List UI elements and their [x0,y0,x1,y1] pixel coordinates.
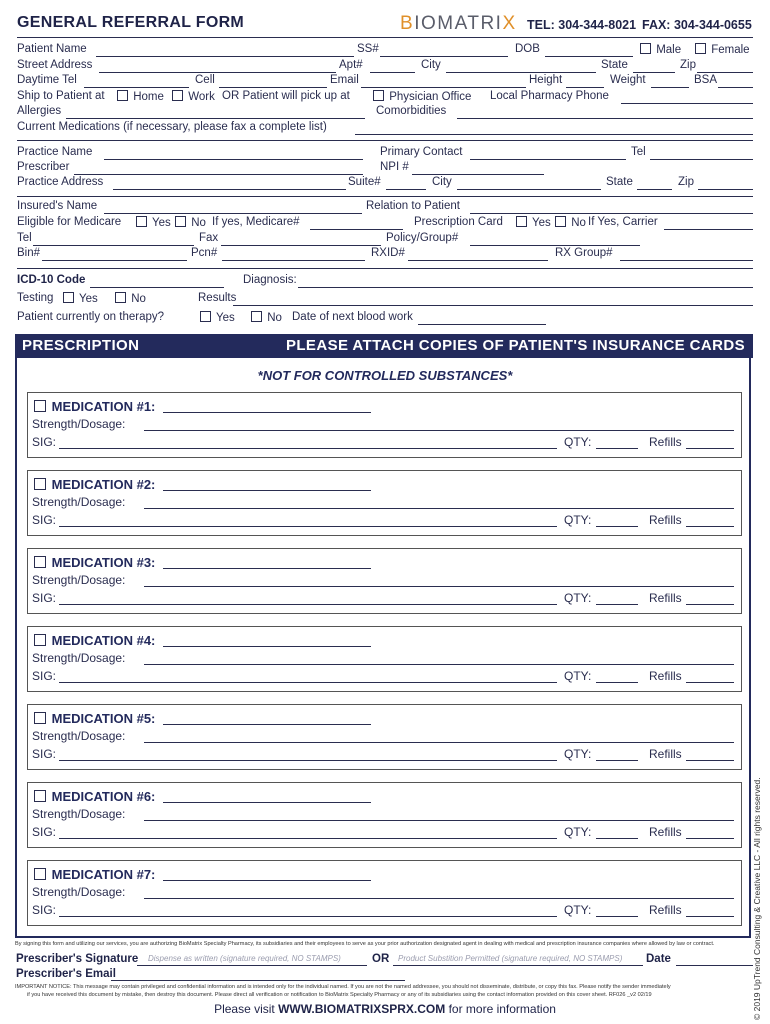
important-notice-2: if you have received this document by mistake, then destroy this document. Please direct all verification or notification to BioMatrix Specialty Pharmacy or any of its subsidiaries using the contact information provided on this cover sheet. RF026 _v2 02/19 [27,992,652,998]
practice-address-label: Practice Address [17,176,104,188]
medication-label: MEDICATION #1: [51,399,156,414]
medication-label: MEDICATION #5: [51,711,156,726]
blood-work-label: Date of next blood work [292,311,413,323]
refills-field[interactable] [686,448,734,449]
primary-contact-label: Primary Contact [380,146,463,158]
medication-label: MEDICATION #4: [51,633,156,648]
therapy-no-checkbox[interactable] [251,311,262,322]
rx-group-field[interactable] [620,260,753,261]
pcn-label: Pcn# [191,247,218,259]
bsa-field[interactable] [718,87,753,88]
home-checkbox[interactable] [117,90,128,101]
height-field[interactable] [566,87,604,88]
practice-divider [17,196,753,197]
substitution-signature-field[interactable] [393,965,643,966]
ship-to-label: Ship to Patient at [17,90,105,102]
qty-field[interactable] [596,838,638,839]
ss-field[interactable] [380,56,508,57]
prescriber-field[interactable] [74,174,363,175]
apt-field[interactable] [370,72,415,73]
medication-block [27,392,742,458]
npi-field[interactable] [412,174,544,175]
cell-field[interactable] [219,87,327,88]
medication-label: MEDICATION #3: [51,555,156,570]
diagnosis-label: Diagnosis: [243,274,297,286]
work-checkbox[interactable] [172,90,183,101]
current-meds-label: Current Medications (if necessary, please fax a complete list) [17,121,327,133]
state-label: State [601,59,628,71]
header-divider [17,37,753,38]
medication-name-field[interactable] [163,412,371,413]
form-title: GENERAL REFERRAL FORM [17,14,245,31]
refills-field[interactable] [686,916,734,917]
medication-checkbox[interactable] [34,712,46,724]
ins-fax-field[interactable] [221,245,381,246]
sig-field[interactable] [59,916,557,917]
sig-label: SIG: [32,747,57,761]
ss-label: SS# [357,43,379,55]
local-pharmacy-label: Local Pharmacy Phone [490,90,609,102]
strength-field[interactable] [144,664,734,665]
home-option[interactable]: Home [117,90,164,103]
icd-field[interactable] [90,287,224,288]
work-option[interactable]: Work [172,90,215,103]
patient-name-field[interactable] [96,56,354,57]
refills-field[interactable] [686,760,734,761]
sig-label: SIG: [32,825,57,839]
medication-name-field[interactable] [163,880,371,881]
qty-label: QTY: [564,591,592,605]
pcn-field[interactable] [222,260,365,261]
qty-field[interactable] [596,682,638,683]
ins-tel-field[interactable] [33,245,194,246]
patient-name-label: Patient Name [17,43,87,55]
zip-label: Zip [680,59,696,71]
apt-label: Apt# [339,59,363,71]
prescriber-label: Prescriber [17,161,70,173]
strength-label: Strength/Dosage: [32,807,126,821]
carrier-label: If Yes, Carrier [588,216,658,228]
dob-field[interactable] [545,56,633,57]
refills-label: Refills [649,825,682,839]
strength-field[interactable] [144,586,734,587]
controlled-substances-notice: *NOT FOR CONTROLLED SUBSTANCES* [257,368,513,383]
authorization-text: By signing this form and utilizing our services, you are authorizing BioMatrix Specialty Pharmacy, its subsidiaries and their employees to serve as your prior authorization designated agent in dealing with medical and prescription insurance companies where allowed by law or contract. [15,941,715,947]
cell-label: Cell [195,74,215,86]
qty-label: QTY: [564,513,592,527]
rx-card-no-option[interactable]: No [555,216,586,229]
physician-office-checkbox[interactable] [373,90,384,101]
date-label: Date [646,953,671,965]
strength-field[interactable] [144,742,734,743]
street-label: Street Address [17,59,93,71]
strength-label: Strength/Dosage: [32,417,126,431]
rxid-label: RXID# [371,247,405,259]
qty-field[interactable] [596,760,638,761]
medication-title[interactable] [34,867,155,882]
physician-office-option[interactable]: Physician Office [373,90,471,103]
medication-label: MEDICATION #2: [51,477,156,492]
prescription-bar [15,334,753,358]
dispense-signature-field[interactable] [137,965,367,966]
medicare-yes-checkbox[interactable] [136,216,147,227]
relation-label: Relation to Patient [366,200,460,212]
testing-label: Testing [17,292,54,304]
qty-field[interactable] [596,448,638,449]
relation-field[interactable] [470,213,753,214]
medication-checkbox[interactable] [34,868,46,880]
on-therapy-label: Patient currently on therapy? [17,311,165,323]
qty-field[interactable] [596,604,638,605]
current-meds-field[interactable] [355,134,753,135]
weight-label: Weight [610,74,646,86]
prescription-heading: PRESCRIPTION [22,337,140,354]
sig-label: SIG: [32,513,57,527]
qty-label: QTY: [564,903,592,917]
rx-card-yes-checkbox[interactable] [516,216,527,227]
pickup-label: OR Patient will pick up at [222,90,350,102]
strength-field[interactable] [144,898,734,899]
daytime-tel-field[interactable] [84,87,189,88]
or-label: OR [372,953,390,965]
city-field[interactable] [446,72,596,73]
qty-label: QTY: [564,747,592,761]
sig-field[interactable] [59,838,557,839]
medicare-no-option[interactable]: No [175,216,206,229]
sig-field[interactable] [59,526,557,527]
blood-work-field[interactable] [418,324,546,325]
medication-name-field[interactable] [163,802,371,803]
medicare-number-label: If yes, Medicare# [212,216,300,228]
medication-label: MEDICATION #7: [51,867,156,882]
testing-no-option[interactable]: No [115,292,146,305]
bin-field[interactable] [42,260,187,261]
policy-label: Policy/Group# [386,232,459,244]
prescriber-email-label: Prescriber's Email [16,968,116,980]
date-field[interactable] [676,965,753,966]
therapy-yes-checkbox[interactable] [200,311,211,322]
medication-title[interactable] [34,789,155,804]
testing-no-checkbox[interactable] [115,292,126,303]
icd-label: ICD-10 Code [17,274,86,286]
refills-field[interactable] [686,838,734,839]
results-field[interactable] [233,305,753,306]
practice-zip-label: Zip [678,176,694,188]
strength-field[interactable] [144,820,734,821]
female-checkbox[interactable] [695,43,706,54]
policy-field[interactable] [470,245,640,246]
practice-name-field[interactable] [104,159,363,160]
medication-checkbox[interactable] [34,400,46,412]
medication-checkbox[interactable] [34,790,46,802]
header-fax: FAX: 304-344-0655 [642,18,752,32]
medication-title[interactable] [34,477,155,492]
city-label: City [421,59,441,71]
medicare-label: Eligible for Medicare [17,216,122,228]
insurance-divider [17,268,753,269]
street-field[interactable] [99,72,336,73]
refills-field[interactable] [686,604,734,605]
sig-field[interactable] [59,760,557,761]
suite-label: Suite# [348,176,381,188]
substitution-hint: Product Substition Permitted (signature required, NO STAMPS) [398,954,623,963]
strength-field[interactable] [144,430,734,431]
rx-group-label: RX Group# [555,247,613,259]
insured-name-field[interactable] [104,213,362,214]
medication-block [27,860,742,926]
allergies-field[interactable] [66,118,365,119]
refills-field[interactable] [686,682,734,683]
practice-tel-label: Tel [631,146,646,158]
local-pharmacy-field[interactable] [621,103,753,104]
medication-name-field[interactable] [163,646,371,647]
prescriber-email-field[interactable] [111,980,405,981]
medicare-yes-option[interactable]: Yes [136,216,171,229]
rx-card-yes-option[interactable]: Yes [516,216,551,229]
sig-field[interactable] [59,604,557,605]
zip-field[interactable] [697,72,753,73]
strength-field[interactable] [144,508,734,509]
qty-field[interactable] [596,916,638,917]
bsa-label: BSA [694,74,718,86]
insured-name-label: Insured's Name [17,200,98,212]
copyright-notice: © 2019 UpTrend Consulting & Creative LLC - All rights reserved. [752,777,762,1020]
medication-name-field[interactable] [163,490,371,491]
sig-label: SIG: [32,903,57,917]
strength-label: Strength/Dosage: [32,651,126,665]
visit-footer: Please visit WWW.BIOMATRIXSPRX.COM for more information [214,1002,556,1016]
practice-city-label: City [432,176,452,188]
male-checkbox[interactable] [640,43,651,54]
practice-city-field[interactable] [457,189,601,190]
rxid-field[interactable] [408,260,548,261]
medicare-number-field[interactable] [310,229,403,230]
medication-checkbox[interactable] [34,634,46,646]
female-option[interactable]: Female [695,43,750,56]
dispense-hint: Dispense as written (signature required, NO STAMPS) [148,954,341,963]
sig-label: SIG: [32,435,57,449]
practice-name-label: Practice Name [17,146,93,158]
diagnosis-field[interactable] [298,287,753,288]
header-tel: TEL: 304-344-8021 [527,18,637,32]
ins-fax-label: Fax [199,232,219,244]
medication-name-field[interactable] [163,724,371,725]
weight-field[interactable] [651,87,689,88]
practice-state-field[interactable] [637,189,672,190]
sig-label: SIG: [32,669,57,683]
refills-label: Refills [649,591,682,605]
qty-label: QTY: [564,669,592,683]
comorbidities-field[interactable] [457,118,753,119]
strength-label: Strength/Dosage: [32,573,126,587]
refills-label: Refills [649,435,682,449]
practice-zip-field[interactable] [698,189,753,190]
medication-title[interactable] [34,555,155,570]
rx-card-label: Prescription Card [414,216,503,228]
important-notice-1: IMPORTANT NOTICE: This message may contain privileged and confidential information and is intended only for the individual named. If you are not the named addressee, you should not disseminate, distribute, or copy this fax. Please notify the sender immediately [15,984,671,990]
dob-label: DOB [515,43,540,55]
email-label: Email [330,74,359,86]
daytime-tel-label: Daytime Tel [17,74,77,86]
medication-block [27,782,742,848]
medication-checkbox[interactable] [34,556,46,568]
testing-yes-option[interactable]: Yes [63,292,98,305]
biomatrix-logo: BIOMATRIX [400,13,517,34]
refills-label: Refills [649,903,682,917]
medication-block [27,470,742,536]
medication-block [27,548,742,614]
medicare-no-checkbox[interactable] [175,216,186,227]
state-field[interactable] [633,72,675,73]
strength-label: Strength/Dosage: [32,885,126,899]
refills-label: Refills [649,669,682,683]
allergies-label: Allergies [17,105,62,117]
strength-label: Strength/Dosage: [32,495,126,509]
medication-title[interactable] [34,399,155,414]
medication-title[interactable] [34,633,155,648]
medication-block [27,704,742,770]
medication-name-field[interactable] [163,568,371,569]
rx-card-no-checkbox[interactable] [555,216,566,227]
npi-label: NPI # [380,161,409,173]
sig-field[interactable] [59,448,557,449]
patient-divider [17,140,753,141]
bin-label: Bin# [17,247,41,259]
email-field[interactable] [361,87,526,88]
insurance-cards-notice: PLEASE ATTACH COPIES OF PATIENT'S INSURANCE CARDS [285,337,745,354]
sig-field[interactable] [59,682,557,683]
medication-checkbox[interactable] [34,478,46,490]
qty-label: QTY: [564,825,592,839]
qty-field[interactable] [596,526,638,527]
carrier-field[interactable] [664,229,753,230]
medication-title[interactable] [34,711,155,726]
ins-tel-label: Tel [17,232,32,244]
refills-field[interactable] [686,526,734,527]
refills-label: Refills [649,513,682,527]
medication-label: MEDICATION #6: [51,789,156,804]
testing-yes-checkbox[interactable] [63,292,74,303]
comorbidities-label: Comorbidities [376,105,447,117]
practice-address-field[interactable] [113,189,346,190]
practice-state-label: State [606,176,633,188]
primary-contact-field[interactable] [470,159,626,160]
results-label: Results [198,292,237,304]
suite-field[interactable] [386,189,426,190]
practice-tel-field[interactable] [650,159,753,160]
website-link[interactable]: WWW.BIOMATRIXSPRX.COM [278,1002,446,1016]
qty-label: QTY: [564,435,592,449]
strength-label: Strength/Dosage: [32,729,126,743]
therapy-no-option[interactable]: No [251,311,282,324]
refills-label: Refills [649,747,682,761]
medication-block [27,626,742,692]
prescriber-signature-label: Prescriber's Signature [16,953,139,965]
sig-label: SIG: [32,591,57,605]
male-option[interactable]: Male [640,43,681,56]
therapy-yes-option[interactable]: Yes [200,311,235,324]
height-label: Height [529,74,563,86]
